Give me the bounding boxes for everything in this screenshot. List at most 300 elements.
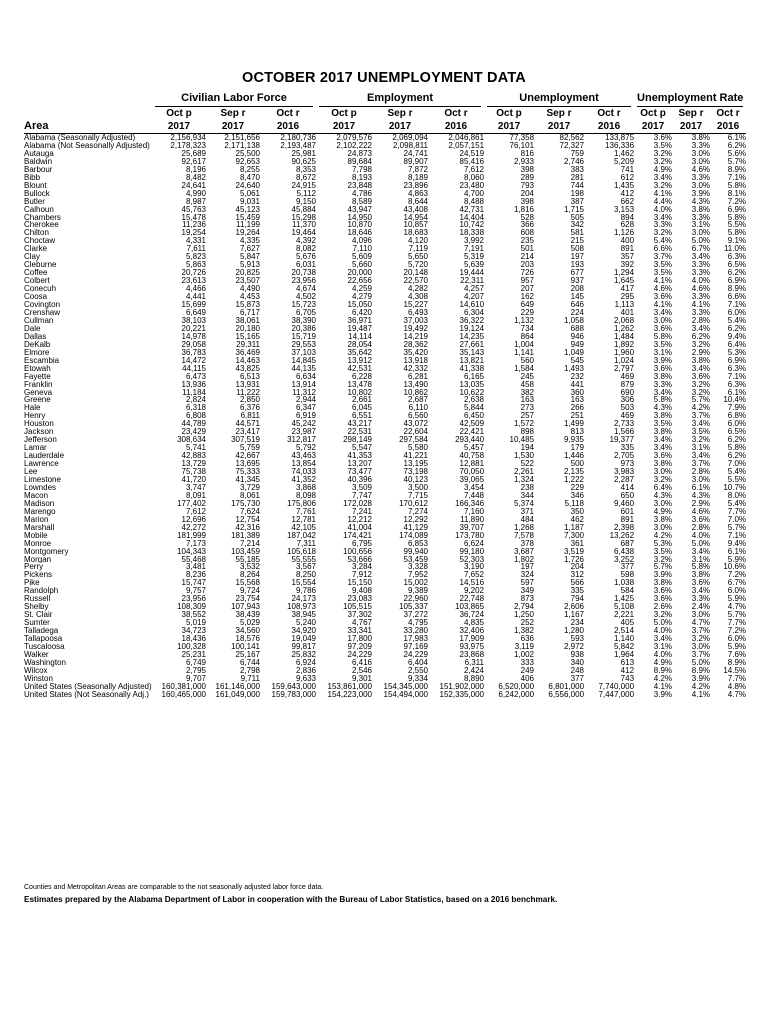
value-cell: 25,500 (235, 149, 260, 158)
value-cell: 41,720 (181, 475, 206, 484)
value-cell: 3,284 (351, 563, 372, 572)
value-cell: 13,936 (181, 380, 206, 389)
value-cell: 406 (520, 674, 535, 683)
value-cell: 6,493 (407, 308, 428, 317)
area-name-cell: Covington (24, 301, 61, 309)
value-cell: 13,478 (347, 380, 372, 389)
value-cell: 3.4% (691, 547, 711, 556)
value-cell: 40,758 (459, 452, 485, 461)
value-cell: 24,640 (235, 181, 260, 190)
value-cell: 3.0% (691, 149, 711, 158)
value-cell: 8,255 (239, 165, 260, 174)
value-cell: 3.9% (653, 571, 673, 580)
value-cell: 794 (570, 595, 585, 604)
value-cell: 4.3% (653, 491, 673, 500)
value-cell: 6,744 (239, 658, 260, 667)
area-name-cell: Chilton (24, 229, 49, 238)
value-cell: 8,987 (185, 197, 206, 206)
value-cell: 3.7% (691, 412, 711, 421)
value-cell: 153,861,000 (327, 682, 372, 691)
value-cell: 25,167 (235, 650, 260, 659)
value-cell: 8,250 (295, 571, 316, 580)
value-cell: 8.9% (653, 666, 673, 675)
value-cell: 42,316 (235, 523, 260, 532)
value-cell: 9,707 (185, 674, 206, 683)
table-row (24, 683, 746, 691)
value-cell: 401 (620, 308, 635, 317)
value-cell: 2,972 (563, 643, 585, 651)
value-cell: 566 (570, 579, 585, 588)
table-row (24, 587, 746, 595)
value-cell: 92,653 (235, 157, 260, 166)
value-cell: 41,338 (459, 364, 485, 373)
value-cell: 5,863 (185, 261, 206, 270)
value-cell: 28,362 (403, 340, 428, 349)
value-cell: 6,228 (351, 372, 372, 381)
value-cell: 1,140 (614, 635, 635, 643)
value-cell: 545 (570, 356, 585, 365)
area-name-cell: Randolph (24, 587, 59, 596)
value-cell: 203 (520, 261, 535, 270)
value-cell: 4.3% (691, 197, 711, 206)
value-cell: 417 (620, 285, 635, 294)
footnote: Counties and Metropolitan Areas are comparable to the not seasonally adjusted labor force data. (24, 884, 324, 891)
value-cell: 3.9% (653, 356, 673, 365)
value-cell: 6.1% (691, 483, 711, 492)
value-cell: 9.4% (727, 332, 747, 341)
value-cell: 5.8% (727, 181, 747, 190)
value-cell: 10.7% (723, 483, 747, 492)
value-cell: 20,726 (181, 269, 206, 278)
area-name-cell: Elmore (24, 348, 50, 357)
value-cell: 93,975 (459, 643, 485, 651)
value-cell: 1,262 (614, 324, 635, 333)
value-cell: 14,219 (403, 332, 428, 341)
value-cell: 7,611 (186, 245, 206, 254)
value-cell: 3.0% (691, 157, 711, 166)
area-name-cell: Escambia (24, 356, 60, 365)
value-cell: 39,707 (459, 523, 485, 532)
value-cell: 335 (620, 444, 635, 453)
value-cell: 4,674 (295, 285, 316, 294)
value-cell: 7,761 (295, 507, 316, 516)
value-cell: 23,987 (291, 428, 316, 437)
value-cell: 103,459 (231, 547, 260, 556)
value-cell: 37,003 (403, 316, 428, 325)
value-cell: 9,935 (563, 436, 585, 445)
area-name-cell: Bibb (24, 173, 41, 182)
value-cell: 41,345 (235, 475, 260, 484)
value-cell: 4,259 (351, 285, 372, 294)
value-cell: 3.0% (653, 316, 673, 325)
table-row (24, 381, 746, 389)
value-cell: 3.2% (653, 229, 673, 238)
value-cell: 15,165 (235, 332, 260, 341)
value-cell: 361 (570, 539, 585, 548)
value-cell: 6.0% (727, 420, 747, 429)
value-cell: 6.2% (727, 436, 747, 445)
group-header-employment: Employment (316, 92, 484, 107)
value-cell: 3.6% (653, 587, 673, 596)
value-cell: 45,242 (291, 420, 316, 429)
value-cell: 6,311 (464, 658, 485, 667)
unemployment-table (24, 92, 746, 699)
table-row (24, 420, 746, 428)
value-cell: 3,532 (239, 563, 260, 572)
value-cell: 10,622 (459, 388, 485, 397)
table-row (24, 444, 746, 452)
area-name-cell: Winston (24, 674, 53, 683)
value-cell: 53,666 (347, 555, 372, 564)
column-header-year: 2017 (634, 120, 672, 134)
value-cell: 581 (570, 229, 585, 238)
value-cell: 528 (520, 213, 535, 222)
value-cell: 42,731 (459, 205, 485, 214)
value-cell: 1,382 (513, 627, 535, 636)
value-cell: 75,738 (181, 468, 206, 476)
value-cell: 2,156,934 (170, 133, 206, 142)
value-cell: 18,436 (181, 635, 206, 643)
area-name-cell: Houston (24, 420, 54, 429)
value-cell: 90,625 (291, 157, 316, 166)
value-cell: 1,038 (614, 579, 635, 588)
value-cell: 3.8% (653, 515, 673, 524)
value-cell: 6.1% (727, 547, 747, 556)
column-header-month: Oct p (640, 108, 666, 119)
value-cell: 29,311 (236, 340, 260, 349)
value-cell: 289 (520, 173, 535, 182)
value-cell: 52,303 (459, 555, 485, 564)
value-cell: 5.9% (727, 555, 747, 564)
value-cell: 5,847 (239, 253, 260, 262)
value-cell: 1,058 (563, 316, 585, 325)
value-cell: 22,570 (403, 277, 428, 286)
value-cell: 15,002 (403, 579, 428, 588)
value-cell: 4,795 (407, 619, 428, 628)
value-cell: 73,198 (403, 468, 428, 476)
value-cell: 18,683 (403, 229, 428, 238)
value-cell: 8,589 (351, 197, 372, 206)
value-cell: 677 (570, 269, 585, 278)
value-cell: 5.4% (727, 468, 747, 476)
area-name-cell: Hale (24, 404, 41, 413)
value-cell: 2,057,151 (448, 141, 485, 150)
value-cell: 5.0% (691, 539, 711, 548)
table-row (24, 301, 746, 309)
column-header-month: Oct p (166, 108, 192, 119)
value-cell: 5,842 (614, 643, 635, 651)
value-cell: 6,649 (185, 308, 206, 317)
value-cell: 8.9% (727, 165, 747, 174)
value-cell: 6,031 (295, 261, 316, 270)
value-cell: 7,624 (239, 507, 260, 516)
value-cell: 4.1% (653, 277, 673, 286)
value-cell: 508 (570, 245, 585, 254)
value-cell: 687 (620, 539, 635, 548)
value-cell: 34,920 (291, 627, 316, 636)
value-cell: 4.1% (691, 690, 711, 699)
value-cell: 7,612 (463, 165, 485, 174)
value-cell: 4,990 (185, 189, 206, 198)
value-cell: 43,947 (347, 205, 372, 214)
value-cell: 161,049,000 (215, 690, 260, 699)
value-cell: 215 (570, 237, 585, 246)
value-cell: 24,229 (347, 650, 372, 659)
value-cell: 3.6% (653, 364, 673, 373)
value-cell: 75,333 (235, 468, 260, 476)
value-cell: 23,956 (291, 277, 316, 286)
area-name-cell: Madison (24, 499, 55, 508)
value-cell: 13,207 (347, 460, 372, 469)
value-cell: 22,604 (403, 428, 428, 437)
value-cell: 207 (520, 285, 535, 294)
value-cell: 6,347 (295, 404, 316, 413)
area-name-cell: Lamar (24, 444, 47, 453)
value-cell: 8,196 (185, 165, 206, 174)
value-cell: 23,083 (347, 595, 372, 604)
value-cell: 251 (570, 412, 585, 421)
value-cell: 15,554 (291, 579, 316, 588)
value-cell: 1,462 (614, 149, 635, 158)
value-cell: 181,389 (231, 531, 260, 540)
column-header-month: Sep r (678, 108, 704, 119)
value-cell: 3.1% (653, 643, 673, 651)
value-cell: 257 (520, 412, 535, 421)
value-cell: 2,550 (407, 666, 428, 675)
value-cell: 2,178,323 (170, 141, 206, 150)
area-name-cell: Fayette (24, 372, 51, 381)
value-cell: 9.1% (727, 237, 747, 246)
area-name-cell: United States (Seasonally Adjusted) (24, 682, 152, 691)
value-cell: 103,865 (455, 603, 485, 612)
value-cell: 6.9% (727, 356, 747, 365)
value-cell: 598 (620, 571, 635, 580)
table-row (24, 540, 746, 548)
value-cell: 2,102,222 (336, 141, 372, 150)
value-cell: 5.0% (653, 619, 673, 628)
value-cell: 41,004 (347, 523, 372, 532)
value-cell: 6,924 (295, 658, 316, 667)
value-cell: 5.6% (727, 149, 747, 158)
table-row (24, 476, 746, 484)
value-cell: 249 (520, 666, 535, 675)
area-name-cell: Henry (24, 412, 46, 421)
value-cell: 19,464 (291, 229, 316, 238)
value-cell: 7,627 (239, 245, 260, 254)
table-row (24, 198, 746, 206)
value-cell: 6,808 (185, 412, 206, 421)
value-cell: 10,485 (509, 436, 535, 445)
value-cell: 4.8% (727, 682, 747, 691)
area-column-header: Area (24, 120, 152, 134)
value-cell: 2,546 (351, 666, 372, 675)
value-cell: 3.7% (691, 627, 711, 636)
value-cell: 387 (570, 197, 585, 206)
value-cell: 503 (620, 404, 635, 413)
value-cell: 5,844 (463, 404, 485, 413)
value-cell: 6.4% (653, 483, 673, 492)
value-cell: 6,560 (407, 412, 428, 421)
table-row (24, 134, 746, 142)
value-cell: 5,319 (463, 253, 485, 262)
value-cell: 12,754 (235, 515, 260, 524)
value-cell: 2.4% (691, 603, 711, 612)
value-cell: 4,441 (185, 293, 206, 302)
table-row (24, 404, 746, 412)
table-row (24, 484, 746, 492)
value-cell: 4,279 (351, 293, 372, 302)
value-cell: 2,850 (239, 396, 260, 405)
value-cell: 42,667 (235, 452, 260, 461)
value-cell: 28,054 (347, 340, 372, 349)
table-row (24, 691, 746, 699)
value-cell: 346 (570, 491, 585, 500)
value-cell: 5.8% (727, 213, 747, 222)
value-cell: 38,439 (235, 611, 260, 620)
area-name-cell: Alabama (Not Seasonally Adjusted) (24, 141, 150, 150)
value-cell: 2,514 (614, 627, 635, 636)
value-cell: 204 (520, 189, 535, 198)
column-header-year: 2017 (316, 120, 372, 134)
value-cell: 42,332 (403, 364, 428, 373)
value-cell: 1,004 (513, 340, 535, 349)
value-cell: 4,767 (351, 619, 372, 628)
value-cell: 6.0% (727, 587, 747, 596)
value-cell: 11.0% (723, 245, 747, 254)
value-cell: 7.2% (727, 197, 747, 206)
value-cell: 172,028 (343, 499, 372, 508)
area-name-cell: Sumter (24, 619, 50, 628)
area-name-cell: Colbert (24, 277, 50, 286)
value-cell: 14,404 (459, 213, 485, 222)
value-cell: 92,617 (181, 157, 206, 166)
value-cell: 38,390 (291, 316, 316, 325)
value-cell: 4.7% (727, 690, 747, 699)
value-cell: 15,747 (181, 579, 206, 588)
value-cell: 11,199 (236, 221, 260, 230)
value-cell: 1,960 (614, 348, 635, 357)
value-cell: 181,999 (177, 531, 206, 540)
value-cell: 9,724 (239, 587, 260, 596)
value-cell: 23,417 (235, 428, 260, 437)
value-cell: 3.2% (653, 157, 673, 166)
value-cell: 6,513 (239, 372, 260, 381)
value-cell: 873 (520, 595, 535, 604)
area-name-cell: Shelby (24, 603, 49, 612)
value-cell: 7.7% (727, 674, 747, 683)
value-cell: 55,468 (181, 555, 206, 564)
value-cell: 6,304 (463, 308, 485, 317)
value-cell: 3.0% (691, 643, 711, 651)
value-cell: 248 (570, 666, 585, 675)
value-cell: 193 (570, 261, 585, 270)
area-name-cell: United States (Not Seasonally Adj.) (24, 690, 149, 699)
value-cell: 3.7% (653, 253, 673, 262)
value-cell: 5,580 (407, 444, 428, 453)
value-cell: 2,798 (239, 666, 260, 675)
value-cell: 1,726 (563, 555, 585, 564)
table-row (24, 524, 746, 532)
value-cell: 7,747 (351, 491, 372, 500)
value-cell: 145 (570, 293, 585, 302)
column-header-year: 2016 (428, 120, 484, 134)
value-cell: 281 (570, 173, 585, 182)
value-cell: 6,404 (407, 658, 428, 667)
value-cell: 44,115 (182, 364, 206, 373)
value-cell: 4.6% (653, 285, 673, 294)
value-cell: 44,571 (235, 420, 260, 429)
value-cell: 20,738 (291, 269, 316, 278)
value-cell: 344 (520, 491, 535, 500)
value-cell: 77,358 (509, 133, 535, 142)
value-cell: 2,151,656 (224, 133, 260, 142)
value-cell: 4,282 (407, 285, 428, 294)
value-cell: 7.1% (727, 301, 747, 309)
value-cell: 163 (520, 396, 535, 405)
value-cell: 25,981 (291, 149, 316, 158)
value-cell: 5.8% (727, 229, 747, 238)
table-row (24, 532, 746, 540)
value-cell: 5,639 (463, 261, 485, 270)
value-cell: 10.6% (723, 563, 747, 572)
table-row (24, 396, 746, 404)
value-cell: 8,488 (463, 197, 485, 206)
column-header-year: 2016 (710, 120, 746, 134)
table-row (24, 659, 746, 667)
value-cell: 19,492 (403, 324, 428, 333)
column-header-year: 2017 (672, 120, 710, 134)
area-name-cell: Tuscaloosa (24, 643, 65, 651)
value-cell: 4.9% (653, 165, 673, 174)
value-cell: 2,398 (614, 523, 635, 532)
value-cell: 8,098 (295, 491, 316, 500)
value-cell: 7.6% (727, 650, 747, 659)
value-cell: 41,353 (347, 452, 372, 461)
value-cell: 3,992 (463, 237, 485, 246)
value-cell: 3.9% (691, 189, 711, 198)
value-cell: 15,723 (291, 301, 316, 309)
value-cell: 1,816 (513, 205, 535, 214)
value-cell: 3.3% (691, 595, 711, 604)
value-cell: 405 (620, 619, 635, 628)
value-cell: 469 (620, 372, 635, 381)
value-cell: 307,519 (231, 436, 260, 445)
value-cell: 82,562 (559, 133, 585, 142)
value-cell: 18,576 (235, 635, 260, 643)
value-cell: 38,103 (181, 316, 206, 325)
value-cell: 7,578 (513, 531, 535, 540)
value-cell: 3,567 (295, 563, 316, 572)
value-cell: 11,890 (460, 515, 485, 524)
value-cell: 6,811 (240, 412, 260, 421)
value-cell: 2,221 (614, 611, 635, 620)
area-name-cell: Lee (24, 468, 38, 476)
value-cell: 6,634 (295, 372, 316, 381)
table-row (24, 428, 746, 436)
value-cell: 650 (620, 491, 635, 500)
value-cell: 2,046,861 (448, 133, 485, 142)
value-cell: 4.0% (691, 277, 711, 286)
value-cell: 12,292 (403, 515, 428, 524)
value-cell: 3.4% (653, 444, 673, 453)
value-cell: 1,126 (614, 229, 635, 238)
table-row (24, 611, 746, 619)
table-row (24, 269, 746, 277)
value-cell: 1,024 (614, 356, 635, 365)
value-cell: 1,132 (513, 316, 535, 325)
value-cell: 3.4% (653, 308, 673, 317)
value-cell: 1,141 (513, 348, 535, 357)
